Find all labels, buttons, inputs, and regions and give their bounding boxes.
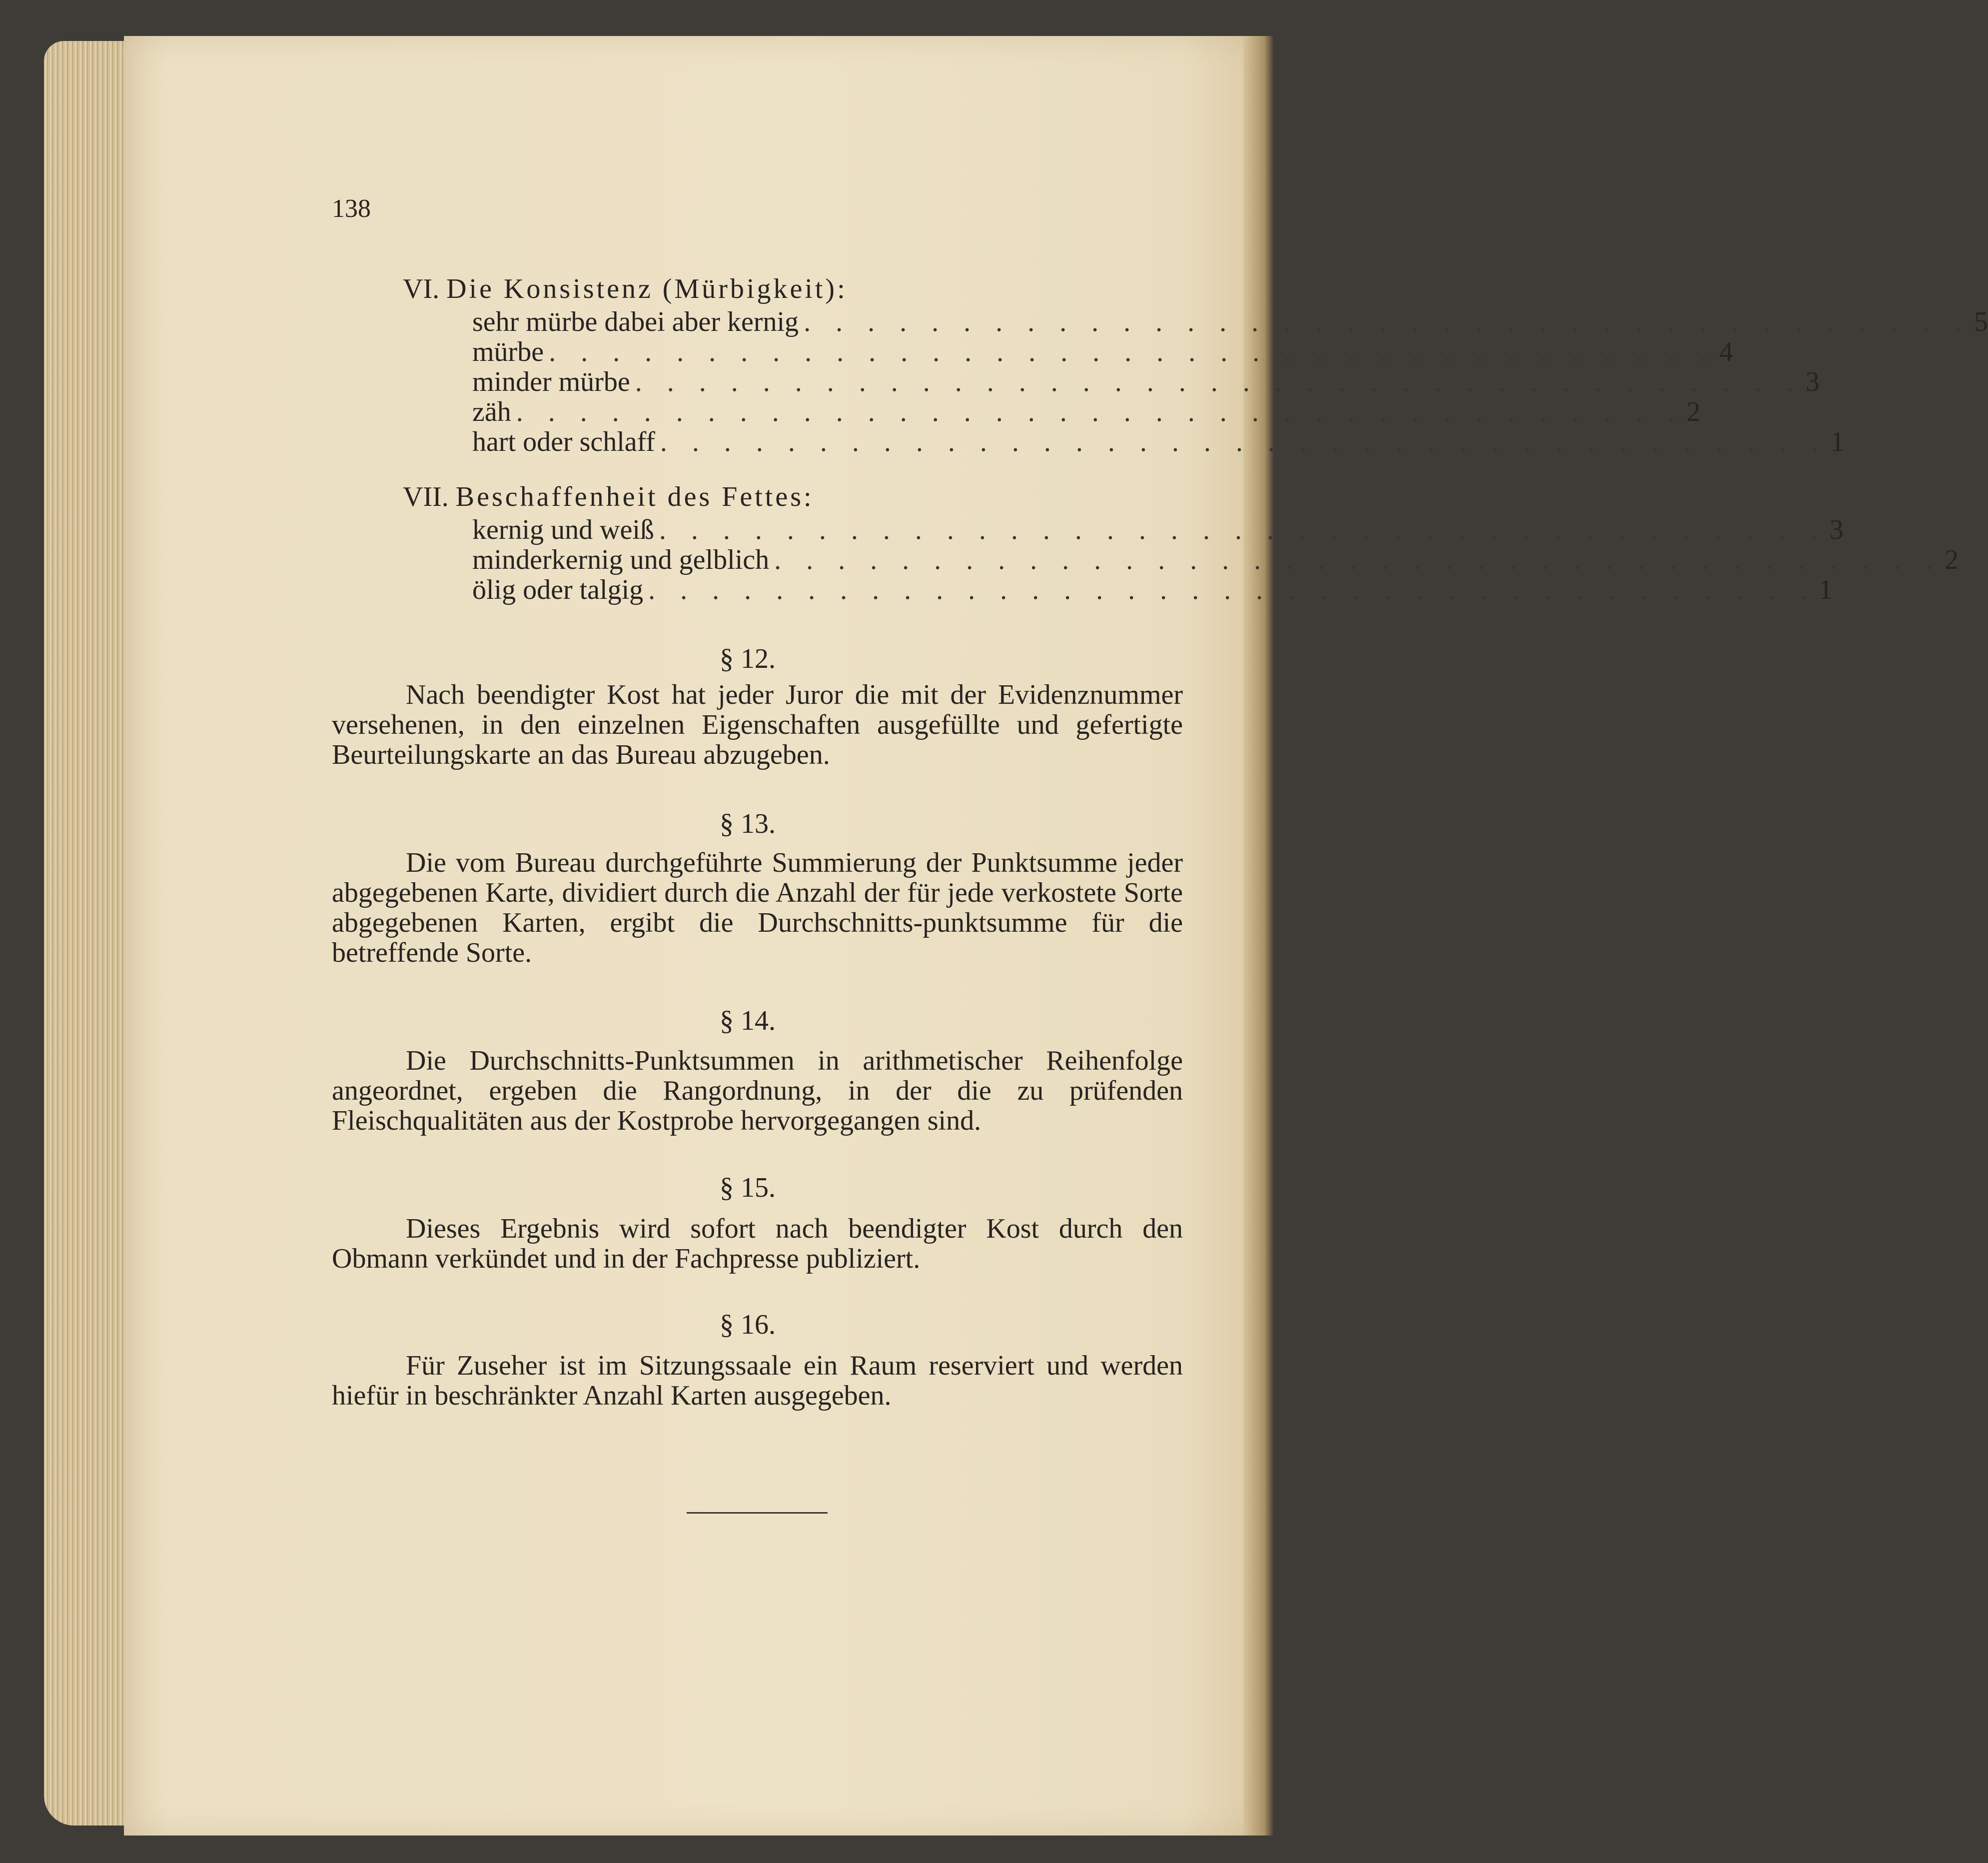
section-heading: § 16. [720,1309,776,1340]
section-heading: § 12. [720,643,776,674]
leader-dots: . . . . . . . . . . . . . . . . . . . . . . . . . . . . . . . . . . . . . [549,336,1717,367]
paragraph: Die Durchschnitts-Punktsummen in arithmetischer Reihenfolge angeordnet, ergeben die Rangordnung, in der die zu prüfenden Fleischqualitäten aus der Kostprobe hervorgegangen sind. [332,1045,1183,1136]
section-heading: § 13. [720,808,776,839]
list-item: hart oder schlaff . . . . . . . . . . . . . . . . . . . . . . . . . . . . . . . . . . . . . 1 [472,426,1845,457]
list-item: minder mürbe . . . . . . . . . . . . . . . . . . . . . . . . . . . . . . . . . . . . . 3 [472,366,1820,397]
list-item: ölig oder talgig . . . . . . . . . . . . . . . . . . . . . . . . . . . . . . . . . . . . . 1 [472,574,1833,605]
leader-dots: . . . . . . . . . . . . . . . . . . . . . . . . . . . . . . . . . . . . . [648,574,1816,605]
section-heading: § 15. [720,1172,776,1203]
heading-vii-numeral: VII. [403,481,449,512]
section-heading: § 14. [720,1005,776,1036]
list-item: zäh . . . . . . . . . . . . . . . . . . . . . . . . . . . . . . . . . . . . . 2 [472,396,1701,427]
heading-vi-numeral: VI. [403,273,440,304]
leader-dots: . . . . . . . . . . . . . . . . . . . . . . . . . . . . . . . . . . . . . [774,544,1942,575]
leader-dots: . . . . . . . . . . . . . . . . . . . . . . . . . . . . . . . . . . . . . [660,426,1828,457]
leader-dots: . . . . . . . . . . . . . . . . . . . . . . . . . . . . . . . . . . . . . [516,396,1684,427]
list-item: sehr mürbe dabei aber kernig . . . . . . . . . . . . . . . . . . . . . . . . . . . . . . . . . . . . . 5 [472,306,1988,337]
paragraph: Dieses Ergebnis wird sofort nach beendigter Kost durch den Obmann verkündet und in der Fachpresse publiziert. [332,1213,1183,1274]
list-item: minderkernig und gelblich . . . . . . . . . . . . . . . . . . . . . . . . . . . . . . . . . . . . . 2 [472,544,1959,575]
paragraph: Nach beendigter Kost hat jeder Juror die mit der Evidenznummer versehenen, in den einzelnen Eigenschaften ausgefüllte und gefertigte Beurteilungskarte an das Bureau abzugeben. [332,679,1183,770]
heading-vii-text: Beschaffenheit des Fettes: [455,481,814,512]
heading-vi-text: Die Konsistenz (Mürbigkeit): [446,273,848,304]
paragraph: Für Zuseher ist im Sitzungssaale ein Raum reserviert und werden hiefür in beschränkter Anzahl Karten ausgegeben. [332,1350,1183,1411]
page-number: 138 [332,194,371,223]
heading-vii [403,482,814,512]
gutter-shadow [1243,36,1273,1836]
end-rule [687,1512,828,1514]
list-item: kernig und weiß . . . . . . . . . . . . . . . . . . . . . . . . . . . . . . . . . . . . . 3 [472,514,1844,545]
leader-dots: . . . . . . . . . . . . . . . . . . . . . . . . . . . . . . . . . . . . . [804,306,1972,337]
leader-dots: . . . . . . . . . . . . . . . . . . . . . . . . . . . . . . . . . . . . . [635,366,1803,397]
paragraph: Die vom Bureau durchgeführte Summierung der Punktsumme jeder abgegebenen Karte, dividiert durch die Anzahl der für jede verkostete Sorte abgegebenen Karten, ergibt die Durchschnitts-punktsumme für die betreffende Sorte. [332,847,1183,968]
heading-vi [403,274,848,304]
list-item: mürbe . . . . . . . . . . . . . . . . . . . . . . . . . . . . . . . . . . . . . 4 [472,336,1734,367]
leader-dots: . . . . . . . . . . . . . . . . . . . . . . . . . . . . . . . . . . . . . [659,514,1827,545]
